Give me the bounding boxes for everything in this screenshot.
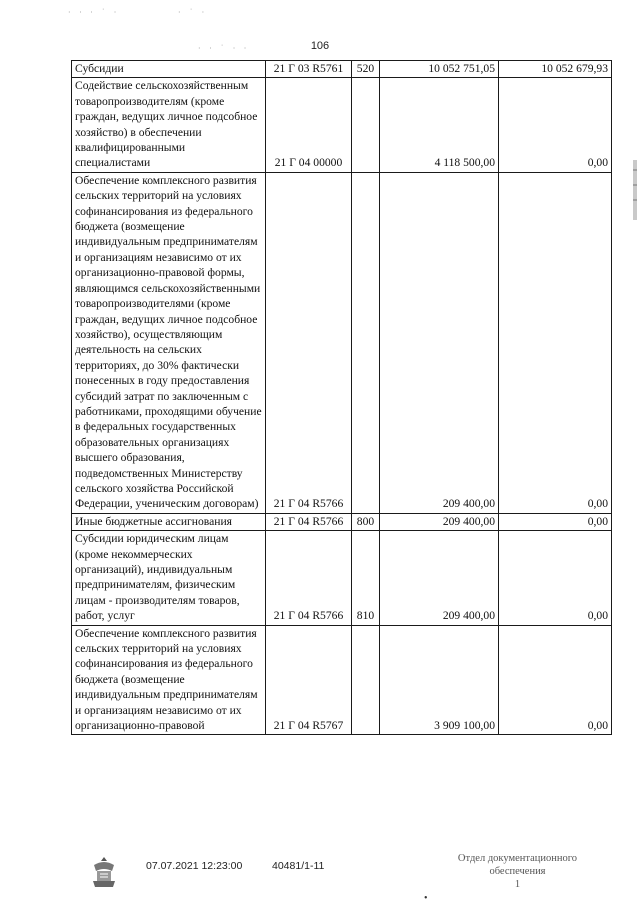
- row-expense-type: 810: [352, 531, 380, 625]
- row-description: Субсидии юридическим лицам (кроме некоммерческих организаций), индивидуальным предпринимателям, физическим лицам - производителям товаров, работ, услуг: [72, 531, 266, 625]
- stamp-line: обеспечения: [489, 866, 546, 877]
- row-expense-type: 800: [352, 513, 380, 530]
- row-description: Обеспечение комплексного развития сельских территорий на условиях софинансирования из федерального бюджета (возмещение индивидуальным предпринимателям и организациям независимо от их организационно-правовой: [72, 625, 266, 735]
- row-code: 21 Г 04 00000: [266, 78, 352, 172]
- row-expense-type: [352, 625, 380, 735]
- row-amount-planned: 4 118 500,00: [380, 78, 499, 172]
- footer-datetime: 07.07.2021 12:23:00: [146, 860, 243, 872]
- row-description: Субсидии: [72, 61, 266, 78]
- row-amount-planned: 3 909 100,00: [380, 625, 499, 735]
- footer-doc-number: 40481/1-11: [272, 860, 325, 872]
- table-row: [72, 513, 612, 530]
- row-amount-executed: 0,00: [499, 172, 612, 513]
- row-expense-type: 520: [352, 61, 380, 78]
- row-amount-executed: 0,00: [499, 513, 612, 530]
- scan-noise-right: · · ˙ · ·: [198, 44, 250, 53]
- table-row: [72, 531, 612, 625]
- row-amount-executed: 0,00: [499, 78, 612, 172]
- table-row: [72, 61, 612, 78]
- row-code: 21 Г 04 R5766: [266, 531, 352, 625]
- table-row: [72, 625, 612, 735]
- row-amount-executed: 0,00: [499, 625, 612, 735]
- stamp-line: Отдел документационного: [457, 853, 578, 864]
- row-amount-executed: 10 052 679,93: [499, 61, 612, 78]
- table-row: [72, 78, 612, 172]
- row-amount-planned: 10 052 751,05: [380, 61, 499, 78]
- row-description: Содействие сельскохозяйственным товаропроизводителям (кроме граждан, ведущих личное подсобное хозяйство) в обеспечении квалифицированными специалистами: [72, 78, 266, 172]
- row-amount-planned: 209 400,00: [380, 513, 499, 530]
- department-stamp: [435, 852, 600, 891]
- row-amount-planned: 209 400,00: [380, 172, 499, 513]
- scan-edge-mark: [632, 160, 638, 220]
- page-footer: [0, 855, 640, 905]
- row-code: 21 Г 04 R5767: [266, 625, 352, 735]
- row-code: 21 Г 04 R5766: [266, 513, 352, 530]
- scan-noise-top-mid: · ˙ ·: [178, 8, 208, 17]
- row-description: Иные бюджетные ассигнования: [72, 513, 266, 530]
- row-amount-executed: 0,00: [499, 531, 612, 625]
- row-code: 21 Г 03 R5761: [266, 61, 352, 78]
- table-row: [72, 172, 612, 513]
- budget-table: [71, 60, 612, 735]
- row-expense-type: [352, 172, 380, 513]
- scan-noise-top: · · · ˙ ·: [68, 8, 120, 17]
- row-amount-planned: 209 400,00: [380, 531, 499, 625]
- page-number: 106: [310, 40, 330, 52]
- coat-of-arms-icon: [88, 855, 120, 889]
- row-expense-type: [352, 78, 380, 172]
- scan-dot: •: [424, 893, 428, 904]
- row-code: 21 Г 04 R5766: [266, 172, 352, 513]
- row-description: Обеспечение комплексного развития сельских территорий на условиях софинансирования из федерального бюджета (возмещение индивидуальным предпринимателям и организациям независимо от их организационно-правовой формы, являющимся сельскохозяйственными товаропроизводителями (кроме граждан, ведущих личное подсобное хозяйство), осуществляющим деятельность на сельских территориях, до 30% фактически понесенных в году предоставления субсидий затрат по заключенным с работниками, проходящими обучение в федеральных государственных образовательных организациях высшего образования, подведомственных Министерству сельского хозяйства Российской Федерации, ученическим договорам): [72, 172, 266, 513]
- stamp-line: 1: [514, 879, 521, 890]
